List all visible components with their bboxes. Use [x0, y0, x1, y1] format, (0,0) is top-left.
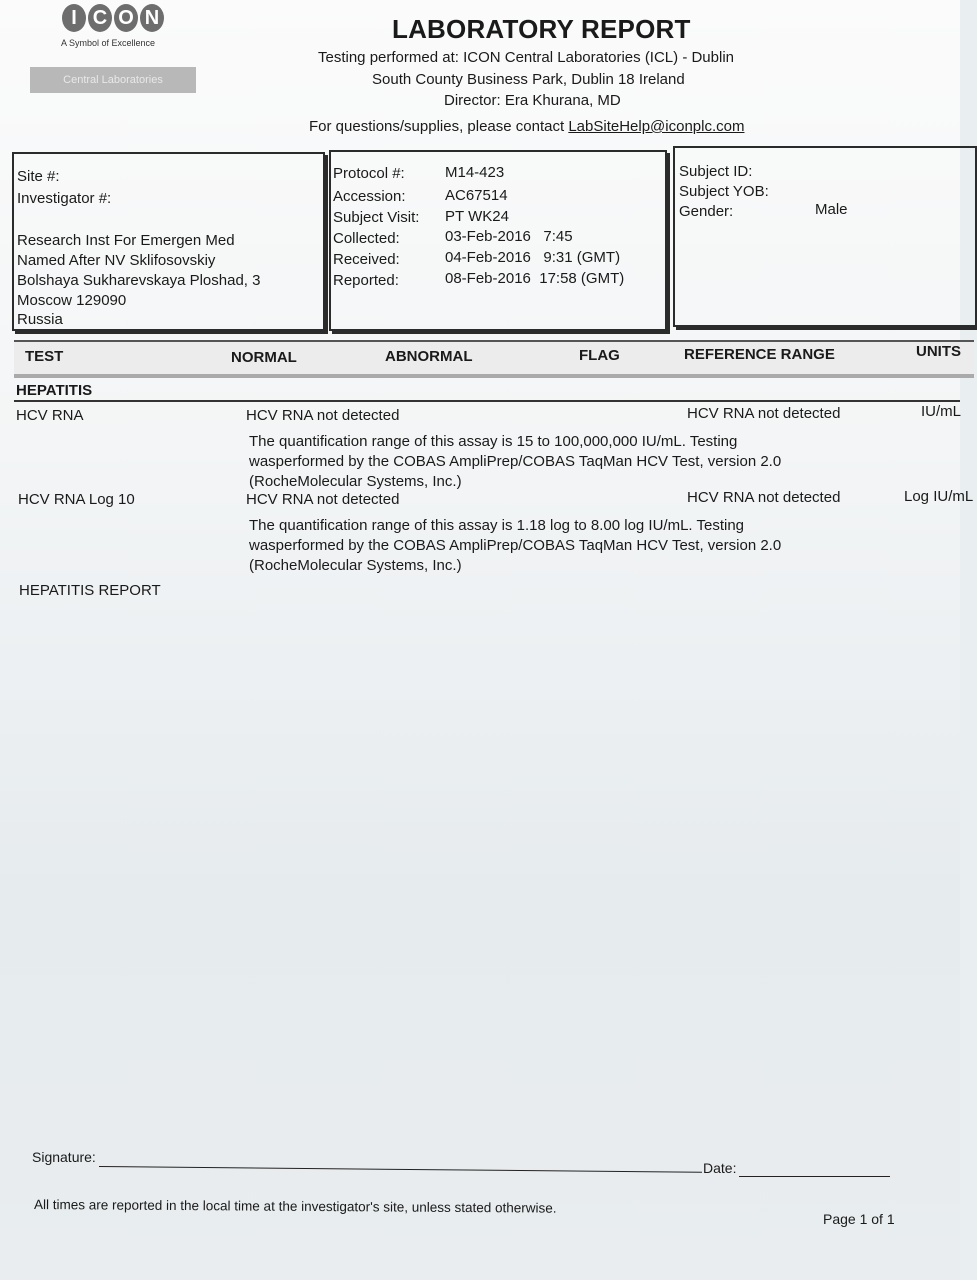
signature-line[interactable]: [99, 1166, 702, 1173]
subject-id-label: Subject ID:: [679, 163, 753, 180]
result-test-name: HCV RNA Log 10: [18, 491, 135, 508]
gender-value: Male: [815, 201, 848, 218]
subject-yob-label: Subject YOB:: [679, 183, 769, 200]
collected-label: Collected:: [333, 230, 400, 247]
collected-value: 03-Feb-2016 7:45: [445, 228, 573, 245]
column-flag: FLAG: [579, 347, 620, 364]
note-line: (RocheMolecular Systems, Inc.): [249, 557, 462, 574]
page-number: Page 1 of 1: [823, 1211, 895, 1227]
result-note: [249, 432, 809, 492]
column-normal: NORMAL: [231, 349, 297, 366]
result-normal: HCV RNA not detected: [246, 491, 400, 508]
lab-location: Testing performed at: ICON Central Laboratories (ICL) - Dublin: [318, 49, 735, 66]
division-banner: Central Laboratories: [30, 67, 196, 93]
note-line: wasperformed by the COBAS AmpliPrep/COBAS TaqMan HCV Test, version 2.0: [249, 537, 782, 554]
address-line: Named After NV Sklifosovskiy: [17, 252, 216, 269]
visit-label: Subject Visit:: [333, 209, 420, 226]
contact-email-link[interactable]: LabSiteHelp@iconplc.com: [568, 118, 745, 135]
report-title: LABORATORY REPORT: [392, 14, 691, 44]
date-label: Date:: [703, 1160, 737, 1176]
section-title: HEPATITIS: [16, 382, 93, 399]
result-units: IU/mL: [921, 403, 962, 420]
protocol-label: Protocol #:: [333, 165, 405, 182]
address-line: Moscow 129090: [17, 292, 127, 309]
result-reference: HCV RNA not detected: [687, 489, 841, 506]
report-section-label: HEPATITIS REPORT: [19, 582, 161, 599]
logo-letter: C: [88, 4, 112, 32]
result-reference: HCV RNA not detected: [687, 405, 841, 422]
investigator-label: Investigator #:: [17, 190, 112, 207]
address-line: Research Inst For Emergen Med: [17, 232, 235, 249]
column-test: TEST: [25, 348, 64, 365]
icon-logo: [62, 4, 164, 32]
note-line: The quantification range of this assay is 15 to 100,000,000 IU/mL. Testing: [249, 433, 738, 450]
logo-letter: N: [140, 4, 164, 32]
contact-prefix: For questions/supplies, please contact: [309, 118, 569, 135]
address-line: Russia: [17, 311, 63, 328]
protocol-value: M14-423: [445, 164, 505, 181]
timezone-note: All times are reported in the local time at the investigator's site, unless stated otherwise.: [33, 1197, 557, 1216]
visit-value: PT WK24: [445, 208, 509, 225]
logo-tagline: A Symbol of Excellence: [61, 38, 156, 48]
note-line: The quantification range of this assay is 1.18 log to 8.00 log IU/mL. Testing: [249, 517, 745, 534]
result-test-name: HCV RNA: [16, 407, 84, 424]
note-line: wasperformed by the COBAS AmpliPrep/COBAS TaqMan HCV Test, version 2.0: [249, 453, 782, 470]
received-value: 04-Feb-2016 9:31 (GMT): [445, 249, 621, 266]
reported-value: 08-Feb-2016 17:58 (GMT): [445, 270, 625, 287]
note-line: (RocheMolecular Systems, Inc.): [249, 473, 462, 490]
received-label: Received:: [333, 251, 400, 268]
date-line[interactable]: [739, 1176, 890, 1177]
column-units: UNITS: [916, 343, 961, 360]
gender-label: Gender:: [679, 203, 734, 220]
lab-director: Director: Era Khurana, MD: [444, 92, 621, 109]
contact-line: [309, 118, 744, 135]
logo-letter: I: [62, 4, 86, 32]
result-units: Log IU/mL: [904, 488, 974, 505]
accession-value: AC67514: [445, 187, 508, 204]
accession-label: Accession:: [333, 188, 406, 205]
address-line: Bolshaya Sukharevskaya Ploshad, 3: [17, 272, 261, 289]
reported-label: Reported:: [333, 272, 399, 289]
signature-label: Signature:: [32, 1149, 96, 1165]
section-divider: [14, 400, 960, 402]
result-note: [249, 516, 809, 576]
logo-letter: O: [114, 4, 138, 32]
result-normal: HCV RNA not detected: [246, 407, 400, 424]
column-abnormal: ABNORMAL: [385, 348, 473, 365]
site-label: Site #:: [17, 168, 60, 185]
column-reference-range: REFERENCE RANGE: [684, 346, 835, 363]
lab-address: South County Business Park, Dublin 18 Ireland: [372, 71, 685, 88]
